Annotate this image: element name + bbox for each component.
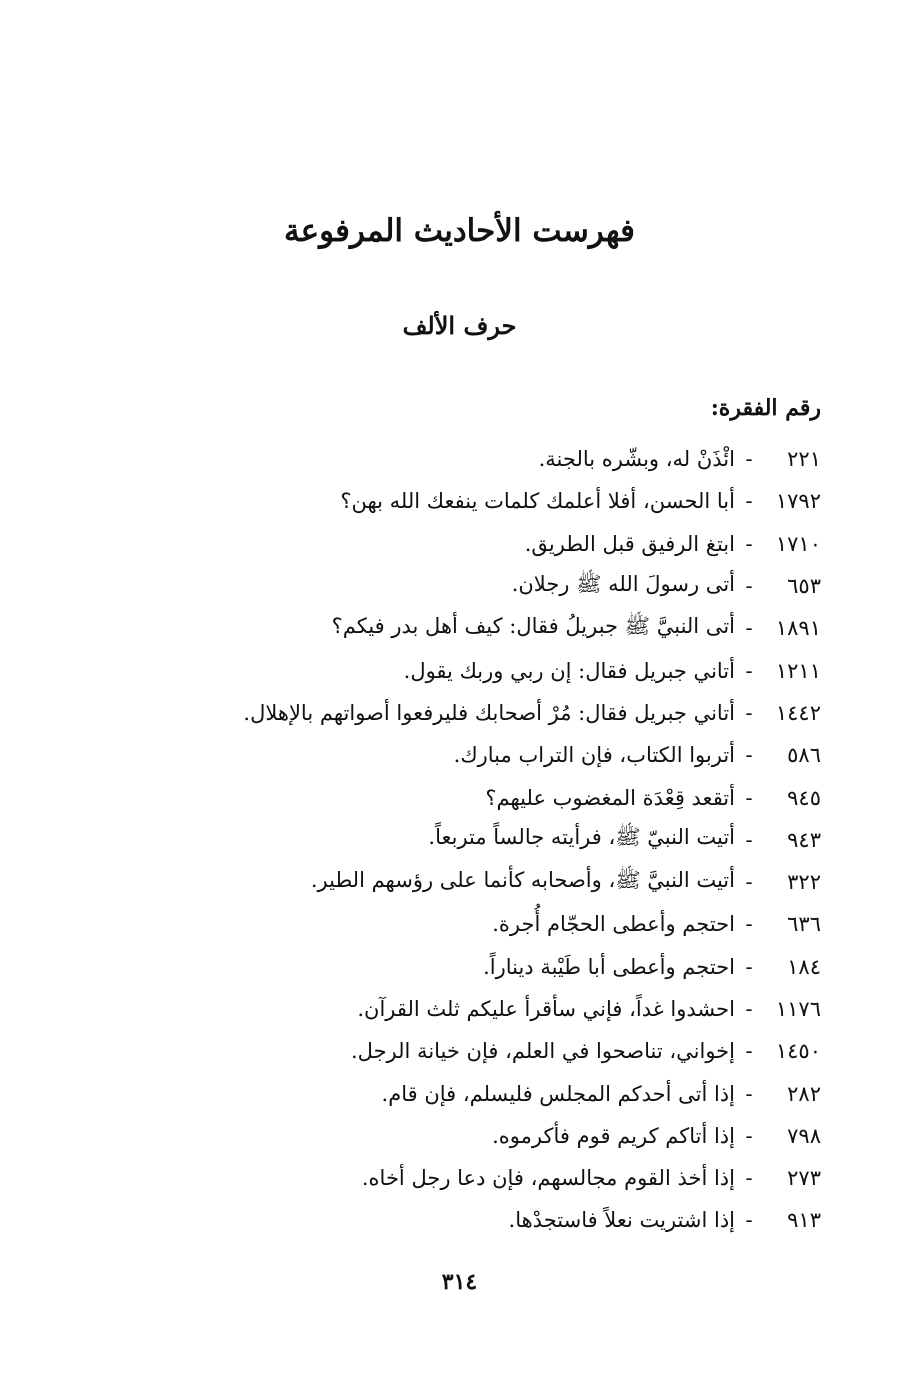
entry-dash: - xyxy=(745,574,753,599)
entry-hadith-text: ائْذَنْ له، وبشّره بالجنة. xyxy=(538,447,735,472)
index-entry xyxy=(61,861,821,903)
index-entry xyxy=(61,903,821,945)
page-number: ٣١٤ xyxy=(441,1269,478,1295)
index-entry xyxy=(61,819,821,861)
entry-paragraph-number: ٩٤٣ xyxy=(787,827,821,852)
entry-paragraph-number: ٥٨٦ xyxy=(787,743,821,768)
entry-dash: - xyxy=(745,616,753,641)
entry-hadith-text: أتربوا الكتاب، فإن التراب مبارك. xyxy=(453,743,735,768)
entry-dash: - xyxy=(745,912,753,937)
entry-paragraph-number: ٦٣٦ xyxy=(787,912,821,937)
entry-paragraph-number: ١٢١١ xyxy=(775,658,821,683)
index-entry xyxy=(61,1115,821,1157)
index-entry xyxy=(61,1030,821,1072)
paragraph-number-label: رقم الفقرة: xyxy=(710,395,821,421)
entry-hadith-text: إذا أتاكم كريم قوم فأكرموه. xyxy=(492,1123,735,1148)
entry-dash: - xyxy=(745,827,753,852)
entry-paragraph-number: ٢٢١ xyxy=(787,447,821,472)
entry-dash: - xyxy=(745,743,753,768)
entry-hadith-text: أتاني جبريل فقال: إن ربي وربك يقول. xyxy=(403,658,735,683)
index-entry xyxy=(61,1157,821,1199)
entry-hadith-text: إذا اشتريت نعلاً فاستجدْها. xyxy=(508,1208,735,1233)
entry-dash: - xyxy=(745,997,753,1021)
entry-hadith-text: احشدوا غداً، فإني سأقرأ عليكم ثلث القرآن. xyxy=(357,997,735,1021)
entry-paragraph-number: ٩١٣ xyxy=(787,1208,821,1233)
entry-dash: - xyxy=(745,1166,753,1191)
entry-hadith-text: إذا أخذ القوم مجالسهم، فإن دعا رجل أخاه. xyxy=(361,1166,735,1191)
entry-hadith-text: احتجم وأعطى أبا طَيْبة ديناراً. xyxy=(483,954,735,979)
entry-hadith-text: أتاني جبريل فقال: مُرْ أصحابك فليرفعوا أصواتهم بالإهلال. xyxy=(243,700,735,725)
entry-paragraph-number: ١٤٥٠ xyxy=(775,1039,821,1064)
index-entry xyxy=(61,649,821,691)
index-entry xyxy=(61,607,821,649)
entry-dash: - xyxy=(745,700,753,725)
entry-paragraph-number: ٢٨٢ xyxy=(787,1081,821,1106)
entry-hadith-text: إخواني، تناصحوا في العلم، فإن خيانة الرجل. xyxy=(351,1039,735,1064)
entry-paragraph-number: ٢٧٣ xyxy=(787,1166,821,1191)
section-heading: حرف الألف xyxy=(402,311,517,340)
entry-dash: - xyxy=(745,1208,753,1233)
entry-hadith-text: ابتغ الرفيق قبل الطريق. xyxy=(524,531,735,556)
index-entry xyxy=(61,988,821,1030)
entry-dash: - xyxy=(745,658,753,683)
entry-hadith-text: أتى رسولَ الله ﷺ رجلان. xyxy=(511,571,735,596)
index-entry xyxy=(61,565,821,607)
index-entry xyxy=(61,776,821,818)
entry-dash: - xyxy=(745,489,753,514)
entry-paragraph-number: ٦٥٣ xyxy=(787,574,821,599)
entry-dash: - xyxy=(745,785,753,810)
entry-paragraph-number: ١٤٤٢ xyxy=(775,700,821,725)
entry-dash: - xyxy=(745,531,753,556)
entry-hadith-text: احتجم وأعطى الحجّام أُجرة. xyxy=(492,912,735,937)
entry-paragraph-number: ١٧٩٢ xyxy=(775,489,821,514)
entry-hadith-text: إذا أتى أحدكم المجلس فليسلم، فإن قام. xyxy=(381,1081,735,1106)
entry-dash: - xyxy=(745,954,753,979)
entry-paragraph-number: ٩٤٥ xyxy=(787,785,821,810)
entry-paragraph-number: ١٨٩١ xyxy=(775,616,821,641)
hadith-index-list xyxy=(61,438,821,1242)
index-entry xyxy=(61,946,821,988)
entry-dash: - xyxy=(745,1039,753,1064)
entry-hadith-text: أتقعد قِعْدَة المغضوب عليهم؟ xyxy=(485,785,735,810)
index-entry xyxy=(61,523,821,565)
index-entry xyxy=(61,692,821,734)
index-title: فهرست الأحاديث المرفوعة xyxy=(283,213,636,249)
entry-dash: - xyxy=(745,870,753,895)
entry-paragraph-number: ١٨٤ xyxy=(787,954,821,979)
entry-paragraph-number: ٣٢٢ xyxy=(787,870,821,895)
entry-dash: - xyxy=(745,447,753,472)
index-entry xyxy=(61,734,821,776)
index-entry xyxy=(61,438,821,480)
index-entry xyxy=(61,1199,821,1241)
entry-paragraph-number: ٧٩٨ xyxy=(787,1123,821,1148)
entry-hadith-text: أتيت النبيَّ ﷺ، وأصحابه كأنما على رؤسهم الطير. xyxy=(310,867,735,892)
entry-paragraph-number: ١١٧٦ xyxy=(775,997,821,1021)
entry-dash: - xyxy=(745,1123,753,1148)
entry-dash: - xyxy=(745,1081,753,1106)
entry-hadith-text: أتى النبيَّ ﷺ جبريلُ فقال: كيف أهل بدر فيكم؟ xyxy=(331,613,735,638)
entry-paragraph-number: ١٧١٠ xyxy=(775,531,821,556)
index-entry xyxy=(61,480,821,522)
entry-hadith-text: أتيت النبيّ ﷺ، فرأيته جالساً متربعاً. xyxy=(428,825,735,850)
entry-hadith-text: أبا الحسن، أفلا أعلمك كلمات ينفعك الله بهن؟ xyxy=(340,489,735,514)
index-entry xyxy=(61,1072,821,1114)
